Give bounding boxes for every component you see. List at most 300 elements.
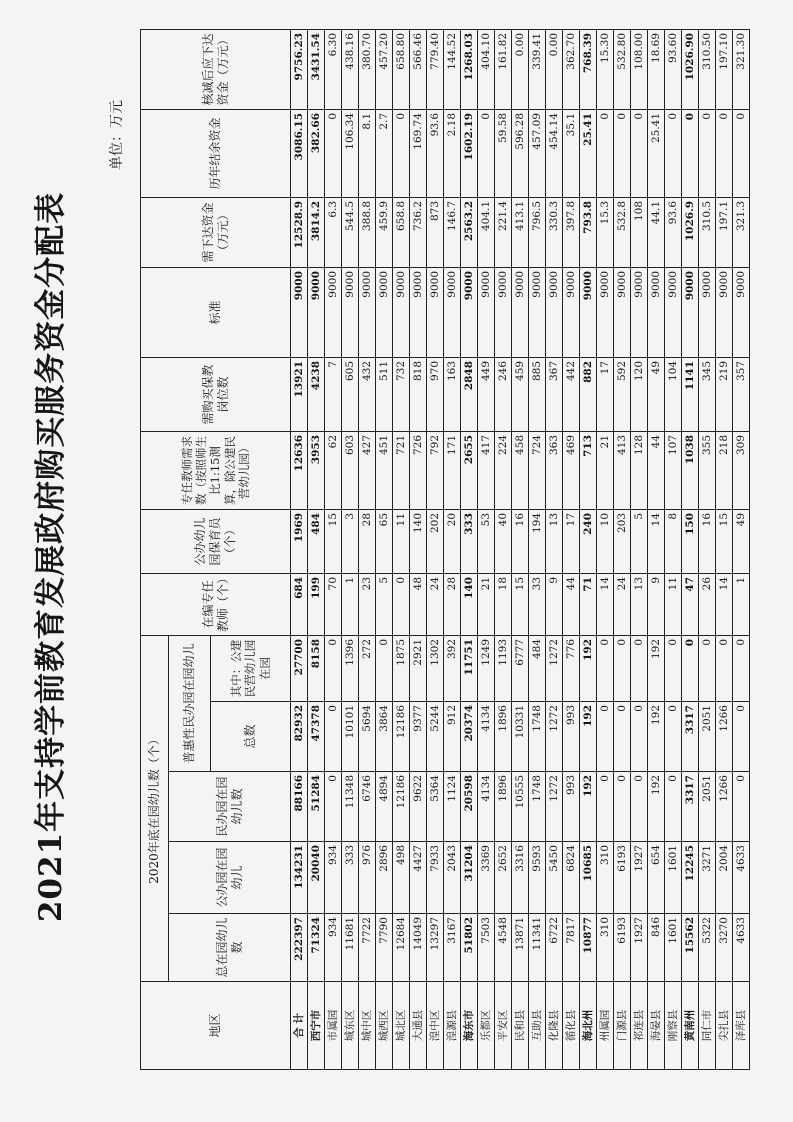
value-cell: 0	[325, 772, 342, 842]
value-cell: 3431.54	[308, 29, 325, 109]
header-region: 地区	[141, 982, 291, 1070]
value-cell: 310	[597, 842, 614, 914]
value-cell: 202	[427, 509, 444, 573]
value-cell: 82932	[291, 702, 308, 772]
value-cell: 4238	[308, 357, 325, 431]
header-historical-balance: 历年结余资金	[141, 109, 291, 197]
value-cell: 9000	[495, 267, 512, 357]
value-cell: 9000	[427, 267, 444, 357]
value-cell: 15	[325, 509, 342, 573]
value-cell: 9000	[580, 267, 597, 357]
value-cell: 108.00	[631, 29, 648, 109]
value-cell: 0	[614, 702, 631, 772]
value-cell: 0	[631, 772, 648, 842]
value-cell: 1875	[393, 635, 410, 701]
header-inclusive-of-which: 其中：公建民营幼儿园在园	[211, 635, 291, 701]
value-cell: 14049	[410, 914, 427, 982]
value-cell: 2652	[495, 842, 512, 914]
value-cell: 544.5	[342, 197, 359, 267]
value-cell: 9000	[393, 267, 410, 357]
region-cell: 乐都区	[478, 982, 495, 1070]
value-cell: 47	[682, 573, 699, 635]
value-cell: 0	[597, 109, 614, 197]
value-cell: 25.41	[580, 109, 597, 197]
value-cell: 454.14	[546, 109, 563, 197]
value-cell: 6193	[614, 914, 631, 982]
value-cell: 310.5	[699, 197, 716, 267]
value-cell: 106.34	[342, 109, 359, 197]
value-cell: 9000	[529, 267, 546, 357]
table-row	[648, 29, 665, 1069]
value-cell: 0	[614, 772, 631, 842]
value-cell: 70	[325, 573, 342, 635]
value-cell: 0	[393, 573, 410, 635]
value-cell: 9593	[529, 842, 546, 914]
value-cell: 721	[393, 431, 410, 509]
value-cell: 6777	[512, 635, 529, 701]
value-cell: 970	[427, 357, 444, 431]
value-cell: 6.3	[325, 197, 342, 267]
value-cell: 12186	[393, 702, 410, 772]
value-cell: 10877	[580, 914, 597, 982]
value-cell: 432	[359, 357, 376, 431]
value-cell: 9000	[682, 267, 699, 357]
value-cell: 404.10	[478, 29, 495, 109]
table-row	[410, 29, 427, 1069]
value-cell: 2051	[699, 772, 716, 842]
value-cell: 26	[699, 573, 716, 635]
value-cell: 13	[546, 509, 563, 573]
value-cell: 144.52	[444, 29, 461, 109]
value-cell: 9	[546, 573, 563, 635]
value-cell: 0	[682, 635, 699, 701]
value-cell: 885	[529, 357, 546, 431]
value-cell: 357	[733, 357, 750, 431]
table-row	[529, 29, 546, 1069]
value-cell: 24	[427, 573, 444, 635]
value-cell: 11751	[461, 635, 478, 701]
value-cell: 9000	[512, 267, 529, 357]
value-cell: 40	[495, 509, 512, 573]
value-cell: 768.39	[580, 29, 597, 109]
value-cell: 333	[342, 842, 359, 914]
region-cell: 市属园	[325, 982, 342, 1070]
value-cell: 93.6	[665, 197, 682, 267]
value-cell: 2043	[444, 842, 461, 914]
value-cell: 31204	[461, 842, 478, 914]
value-cell: 0	[733, 109, 750, 197]
value-cell: 1266	[716, 702, 733, 772]
region-cell: 互助县	[529, 982, 546, 1070]
value-cell: 6193	[614, 842, 631, 914]
value-cell: 0	[325, 702, 342, 772]
value-cell: 1249	[478, 635, 495, 701]
value-cell: 1302	[427, 635, 444, 701]
value-cell: 49	[648, 357, 665, 431]
region-cell: 泽库县	[733, 982, 750, 1070]
table-row	[563, 29, 580, 1069]
value-cell: 11	[393, 509, 410, 573]
value-cell: 13297	[427, 914, 444, 982]
value-cell: 27700	[291, 635, 308, 701]
value-cell: 0	[325, 109, 342, 197]
value-cell: 9000	[308, 267, 325, 357]
value-cell: 0	[478, 109, 495, 197]
value-cell: 1969	[291, 509, 308, 573]
region-cell: 祁连县	[631, 982, 648, 1070]
value-cell: 511	[376, 357, 393, 431]
value-cell: 413.1	[512, 197, 529, 267]
value-cell: 333	[461, 509, 478, 573]
value-cell: 107	[665, 431, 682, 509]
table-row	[546, 29, 563, 1069]
header-inclusive-group: 普惠性民办园在园幼儿	[169, 635, 211, 771]
value-cell: 451	[376, 431, 393, 509]
region-cell: 海晏县	[648, 982, 665, 1070]
value-cell: 4894	[376, 772, 393, 842]
table-row	[682, 29, 699, 1069]
value-cell: 9000	[359, 267, 376, 357]
value-cell: 192	[648, 702, 665, 772]
value-cell: 35.1	[563, 109, 580, 197]
table-row	[393, 29, 410, 1069]
value-cell: 732	[393, 357, 410, 431]
value-cell: 5	[376, 573, 393, 635]
value-cell: 404.1	[478, 197, 495, 267]
value-cell: 20598	[461, 772, 478, 842]
table-row	[665, 29, 682, 1069]
value-cell: 224	[495, 431, 512, 509]
value-cell: 459.9	[376, 197, 393, 267]
value-cell: 0	[716, 635, 733, 701]
region-cell: 合 计	[291, 982, 308, 1070]
value-cell: 605	[342, 357, 359, 431]
value-cell: 13921	[291, 357, 308, 431]
value-cell: 3369	[478, 842, 495, 914]
value-cell: 128	[631, 431, 648, 509]
value-cell: 51284	[308, 772, 325, 842]
value-cell: 47378	[308, 702, 325, 772]
value-cell: 169.74	[410, 109, 427, 197]
value-cell: 7790	[376, 914, 393, 982]
value-cell: 1272	[546, 772, 563, 842]
value-cell: 532.8	[614, 197, 631, 267]
value-cell: 140	[410, 509, 427, 573]
value-cell: 23	[359, 573, 376, 635]
value-cell: 14	[648, 509, 665, 573]
region-cell: 城西区	[376, 982, 393, 1070]
region-cell: 化隆县	[546, 982, 563, 1070]
region-cell: 大通县	[410, 982, 427, 1070]
table-row	[444, 29, 461, 1069]
region-cell: 黄南州	[682, 982, 699, 1070]
value-cell: 796.5	[529, 197, 546, 267]
value-cell: 0	[376, 635, 393, 701]
value-cell: 449	[478, 357, 495, 431]
value-cell: 3864	[376, 702, 393, 772]
value-cell: 150	[682, 509, 699, 573]
value-cell: 18.69	[648, 29, 665, 109]
value-cell: 9	[648, 573, 665, 635]
value-cell: 7817	[563, 914, 580, 982]
value-cell: 397.8	[563, 197, 580, 267]
value-cell: 1272	[546, 702, 563, 772]
value-cell: 6746	[359, 772, 376, 842]
value-cell: 18	[495, 573, 512, 635]
region-cell: 刚察县	[665, 982, 682, 1070]
value-cell: 388.8	[359, 197, 376, 267]
value-cell: 49	[733, 509, 750, 573]
value-cell: 355	[699, 431, 716, 509]
value-cell: 3167	[444, 914, 461, 982]
value-cell: 6.30	[325, 29, 342, 109]
value-cell: 2896	[376, 842, 393, 914]
value-cell: 28	[359, 509, 376, 573]
value-cell: 3316	[512, 842, 529, 914]
value-cell: 592	[614, 357, 631, 431]
value-cell: 0	[614, 109, 631, 197]
value-cell: 134231	[291, 842, 308, 914]
value-cell: 469	[563, 431, 580, 509]
value-cell: 4427	[410, 842, 427, 914]
value-cell: 363	[546, 431, 563, 509]
value-cell: 392	[444, 635, 461, 701]
value-cell: 846	[648, 914, 665, 982]
value-cell: 7722	[359, 914, 376, 982]
header-total-children: 总在园幼儿数	[169, 914, 291, 982]
value-cell: 1026.90	[682, 29, 699, 109]
value-cell: 12186	[393, 772, 410, 842]
value-cell: 10555	[512, 772, 529, 842]
table-row	[325, 29, 342, 1069]
value-cell: 0.00	[512, 29, 529, 109]
value-cell: 3271	[699, 842, 716, 914]
value-cell: 9000	[546, 267, 563, 357]
table-row	[478, 29, 495, 1069]
unit-label: 单位：万元	[109, 100, 125, 170]
value-cell: 9000	[631, 267, 648, 357]
value-cell: 882	[580, 357, 597, 431]
value-cell: 367	[546, 357, 563, 431]
value-cell: 0	[682, 109, 699, 197]
value-cell: 654	[648, 842, 665, 914]
header-2020-group: 2020年底在园幼儿数（个）	[141, 635, 169, 981]
value-cell: 16	[699, 509, 716, 573]
value-cell: 17	[563, 509, 580, 573]
allocation-table	[140, 29, 750, 1070]
value-cell: 0	[665, 635, 682, 701]
value-cell: 192	[648, 772, 665, 842]
value-cell: 310.50	[699, 29, 716, 109]
value-cell: 140	[461, 573, 478, 635]
value-cell: 458	[512, 431, 529, 509]
value-cell: 1038	[682, 431, 699, 509]
value-cell: 1601	[665, 842, 682, 914]
value-cell: 25.41	[648, 109, 665, 197]
value-cell: 2051	[699, 702, 716, 772]
value-cell: 71	[580, 573, 597, 635]
value-cell: 9000	[461, 267, 478, 357]
value-cell: 9000	[597, 267, 614, 357]
value-cell: 427	[359, 431, 376, 509]
region-cell: 湟源县	[444, 982, 461, 1070]
table-row	[376, 29, 393, 1069]
value-cell: 9000	[648, 267, 665, 357]
value-cell: 1026.9	[682, 197, 699, 267]
value-cell: 9377	[410, 702, 427, 772]
value-cell: 818	[410, 357, 427, 431]
value-cell: 362.70	[563, 29, 580, 109]
value-cell: 498	[393, 842, 410, 914]
value-cell: 873	[427, 197, 444, 267]
value-cell: 10101	[342, 702, 359, 772]
value-cell: 48	[410, 573, 427, 635]
value-cell: 380.70	[359, 29, 376, 109]
value-cell: 108	[631, 197, 648, 267]
value-cell: 272	[359, 635, 376, 701]
value-cell: 0	[597, 702, 614, 772]
value-cell: 3317	[682, 772, 699, 842]
value-cell: 5694	[359, 702, 376, 772]
value-cell: 11341	[529, 914, 546, 982]
value-cell: 4633	[733, 914, 750, 982]
value-cell: 9000	[444, 267, 461, 357]
header-purchase-posts: 需购买保教岗位数	[141, 357, 291, 431]
value-cell: 171	[444, 431, 461, 509]
value-cell: 1927	[631, 842, 648, 914]
region-cell: 尖扎县	[716, 982, 733, 1070]
value-cell: 442	[563, 357, 580, 431]
value-cell: 20	[444, 509, 461, 573]
table-row	[631, 29, 648, 1069]
value-cell: 51802	[461, 914, 478, 982]
value-cell: 310	[597, 914, 614, 982]
region-cell: 城中区	[359, 982, 376, 1070]
value-cell: 10	[597, 509, 614, 573]
value-cell: 484	[529, 635, 546, 701]
value-cell: 12636	[291, 431, 308, 509]
table-row	[342, 29, 359, 1069]
value-cell: 438.16	[342, 29, 359, 109]
value-cell: 12245	[682, 842, 699, 914]
value-cell: 146.7	[444, 197, 461, 267]
value-cell: 330.3	[546, 197, 563, 267]
value-cell: 2563.2	[461, 197, 478, 267]
value-cell: 684	[291, 573, 308, 635]
value-cell: 221.4	[495, 197, 512, 267]
value-cell: 11348	[342, 772, 359, 842]
value-cell: 1748	[529, 772, 546, 842]
value-cell: 457.09	[529, 109, 546, 197]
value-cell: 0	[665, 702, 682, 772]
table-body	[291, 29, 750, 1069]
value-cell: 912	[444, 702, 461, 772]
value-cell: 10685	[580, 842, 597, 914]
value-cell: 192	[580, 635, 597, 701]
value-cell: 21	[597, 431, 614, 509]
table-row	[308, 29, 325, 1069]
value-cell: 9000	[325, 267, 342, 357]
value-cell: 53	[478, 509, 495, 573]
value-cell: 6824	[563, 842, 580, 914]
value-cell: 9622	[410, 772, 427, 842]
value-cell: 2655	[461, 431, 478, 509]
value-cell: 14	[597, 573, 614, 635]
value-cell: 724	[529, 431, 546, 509]
value-cell: 3086.15	[291, 109, 308, 197]
value-cell: 345	[699, 357, 716, 431]
value-cell: 15.3	[597, 197, 614, 267]
region-cell: 海北州	[580, 982, 597, 1070]
value-cell: 28	[444, 573, 461, 635]
value-cell: 2.18	[444, 109, 461, 197]
value-cell: 33	[529, 573, 546, 635]
value-cell: 0	[665, 109, 682, 197]
value-cell: 792	[427, 431, 444, 509]
region-cell: 平安区	[495, 982, 512, 1070]
value-cell: 246	[495, 357, 512, 431]
value-cell: 417	[478, 431, 495, 509]
value-cell: 0	[733, 772, 750, 842]
value-cell: 596.28	[512, 109, 529, 197]
value-cell: 0	[631, 109, 648, 197]
value-cell: 3814.2	[308, 197, 325, 267]
header-final-funds: 核减后应下达资金（万元）	[141, 29, 291, 109]
value-cell: 194	[529, 509, 546, 573]
value-cell: 1141	[682, 357, 699, 431]
value-cell: 9000	[478, 267, 495, 357]
header-public-children: 公办园在园幼儿	[169, 842, 291, 914]
value-cell: 13	[631, 573, 648, 635]
value-cell: 713	[580, 431, 597, 509]
value-cell: 59.58	[495, 109, 512, 197]
value-cell: 1396	[342, 635, 359, 701]
value-cell: 0	[597, 635, 614, 701]
value-cell: 1896	[495, 772, 512, 842]
value-cell: 0	[614, 635, 631, 701]
value-cell: 339.41	[529, 29, 546, 109]
value-cell: 15.30	[597, 29, 614, 109]
value-cell: 726	[410, 431, 427, 509]
value-cell: 9000	[376, 267, 393, 357]
value-cell: 14	[716, 573, 733, 635]
value-cell: 9000	[699, 267, 716, 357]
value-cell: 321.30	[733, 29, 750, 109]
value-cell: 16	[512, 509, 529, 573]
value-cell: 9000	[410, 267, 427, 357]
document-title: 2021年支持学前教育发展政府购买服务资金分配表	[33, 191, 69, 923]
value-cell: 192	[580, 772, 597, 842]
value-cell: 240	[580, 509, 597, 573]
value-cell: 13871	[512, 914, 529, 982]
value-cell: 934	[325, 914, 342, 982]
value-cell: 120	[631, 357, 648, 431]
value-cell: 779.40	[427, 29, 444, 109]
value-cell: 222397	[291, 914, 308, 982]
value-cell: 0	[699, 635, 716, 701]
value-cell: 934	[325, 842, 342, 914]
value-cell: 658.80	[393, 29, 410, 109]
value-cell: 0	[597, 772, 614, 842]
value-cell: 321.3	[733, 197, 750, 267]
value-cell: 459	[512, 357, 529, 431]
value-cell: 192	[648, 635, 665, 701]
value-cell: 1927	[631, 914, 648, 982]
value-cell: 20374	[461, 702, 478, 772]
value-cell: 65	[376, 509, 393, 573]
value-cell: 658.8	[393, 197, 410, 267]
value-cell: 197.10	[716, 29, 733, 109]
